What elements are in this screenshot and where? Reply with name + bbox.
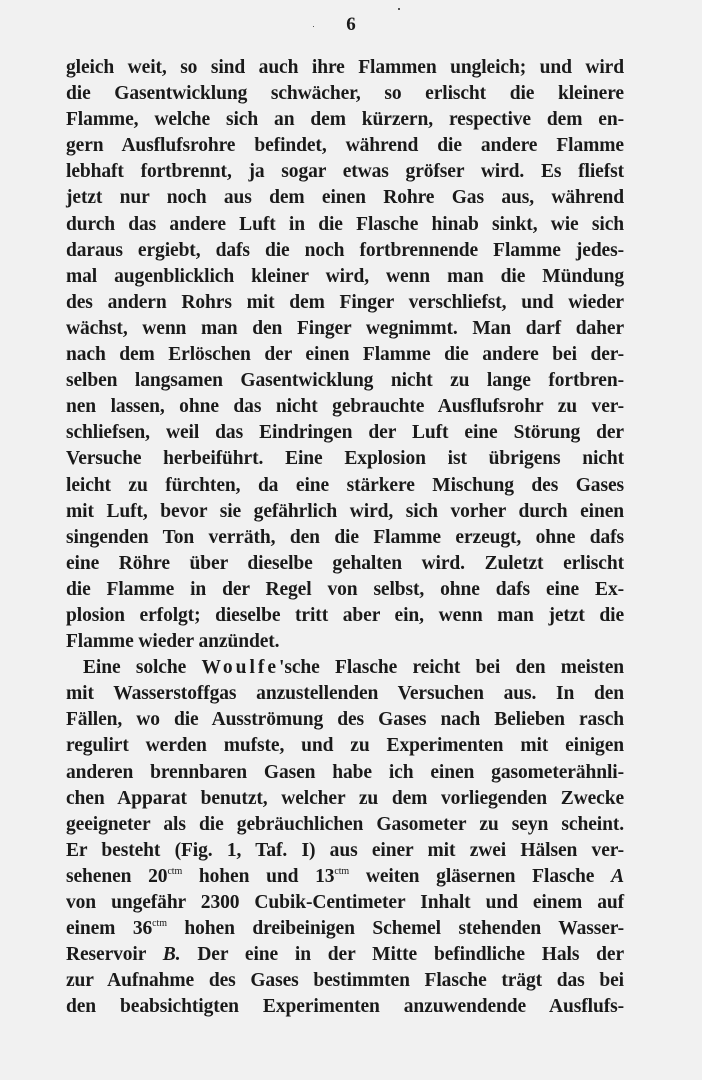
- text-line: chen Apparat benutzt, welcher zu dem vorliegenden Zwecke: [66, 787, 624, 809]
- unit-superscript: ctm: [167, 865, 183, 877]
- paragraph-1: [66, 55, 624, 655]
- text-line: gern Ausflufsrohre befindet, während die andere Flamme: [66, 135, 624, 157]
- text-span: Reservoir: [66, 944, 163, 966]
- text-line: durch das andere Luft in die Flasche hinab sinkt, wie sich: [66, 213, 624, 235]
- text-line: leicht zu fürchten, da eine stärkere Mischung des Gases: [66, 474, 624, 496]
- text-line: von ungefähr 2300 Cubik-Centimeter Inhalt und einem auf: [66, 892, 624, 913]
- unit-superscript: ctm: [334, 865, 350, 877]
- text-line: die Gasentwicklung schwächer, so erlischt die kleinere: [66, 83, 624, 105]
- text-line: die Flamme in der Regel von selbst, ohne dafs eine Ex-: [66, 578, 624, 600]
- text-line: den beabsichtigten Experimenten anzuwendende Ausflufs-: [66, 996, 624, 1018]
- text-line: [66, 916, 624, 942]
- text-span: Eine solche: [83, 657, 202, 679]
- text-line: eine Röhre über dieselbe gehalten wird. Zuletzt erlischt: [66, 552, 624, 574]
- text-line: mit Luft, bevor sie gefährlich wird, sich vorher durch einen: [66, 500, 624, 522]
- text-line: Flamme wieder anzündet.: [66, 631, 280, 653]
- text-span: weiten gläsernen Flasche: [349, 865, 612, 887]
- text-line: [66, 655, 624, 681]
- text-line: Versuche herbeiführt. Eine Explosion ist übrigens nicht: [66, 448, 624, 470]
- text-line: des andern Rohrs mit dem Finger verschliefst, und wieder: [66, 291, 624, 313]
- text-line: schliefsen, weil das Eindringen der Luft eine Störung der: [66, 422, 624, 444]
- text-line: regulirt werden mufste, und zu Experimenten mit einigen: [66, 735, 624, 757]
- text-line: wächst, wenn man den Finger wegnimmt. Man darf daher: [66, 317, 624, 339]
- scan-speck: [313, 26, 314, 27]
- person-name: Woulfe: [201, 657, 280, 679]
- text-span: 'sche Flasche reicht bei den meisten: [279, 657, 624, 679]
- text-line: jetzt nur noch aus dem einen Rohre Gas aus, während: [66, 187, 624, 209]
- figure-label: B.: [162, 944, 181, 966]
- text-line: Er besteht (Fig. 1, Taf. I) aus einer mit zwei Hälsen ver-: [66, 839, 624, 861]
- body-text: [66, 55, 624, 1020]
- unit-superscript: ctm: [152, 918, 167, 930]
- text-line: gleich weit, so sind auch ihre Flammen ungleich; und wird: [66, 57, 624, 78]
- page-number: 6: [346, 14, 356, 35]
- text-line: geeigneter als die gebräuchlichen Gasometer zu seyn scheint.: [66, 813, 624, 835]
- text-line: [66, 942, 624, 968]
- text-line: nach dem Erlöschen der einen Flamme die andere bei der-: [66, 344, 624, 366]
- scan-speck: [398, 8, 400, 10]
- text-line: Fällen, wo die Ausströmung des Gases nach Belieben rasch: [66, 709, 624, 731]
- text-line: mal augenblicklich kleiner wird, wenn man die Mündung: [66, 265, 624, 287]
- text-line: daraus ergiebt, dafs die noch fortbrennende Flamme jedes-: [66, 239, 624, 261]
- text-line: [66, 864, 624, 890]
- text-span: einem 36: [66, 918, 153, 940]
- text-span: hohen dreibeinigen Schemel stehenden Wasser-: [166, 918, 624, 940]
- text-line: selben langsamen Gasentwicklung nicht zu lange fortbren-: [66, 370, 624, 392]
- text-line: lebhaft fortbrennt, ja sogar etwas gröfser wird. Es fliefst: [66, 161, 624, 183]
- figure-label: A: [611, 865, 624, 887]
- text-line: nen lassen, ohne das nicht gebrauchte Ausflufsrohr zu ver-: [66, 396, 624, 418]
- text-line: mit Wasserstoffgas anzustellenden Versuchen aus. In den: [66, 683, 624, 705]
- text-line: singenden Ton verräth, den die Flamme erzeugt, ohne dafs: [66, 526, 624, 548]
- text-span: Der eine in der Mitte befindliche Hals der: [180, 944, 624, 966]
- text-line: zur Aufnahme des Gases bestimmten Flasche trägt das bei: [66, 970, 624, 992]
- text-span: hohen und 13: [182, 865, 335, 887]
- text-span: sehenen 20: [66, 865, 168, 887]
- text-line: Flamme, welche sich an dem kürzern, respective dem en-: [66, 109, 624, 131]
- text-line: plosion erfolgt; dieselbe tritt aber ein, wenn man jetzt die: [66, 604, 624, 626]
- text-line: anderen brennbaren Gasen habe ich einen gasometerähnli-: [66, 761, 624, 783]
- paragraph-2: [66, 655, 624, 1020]
